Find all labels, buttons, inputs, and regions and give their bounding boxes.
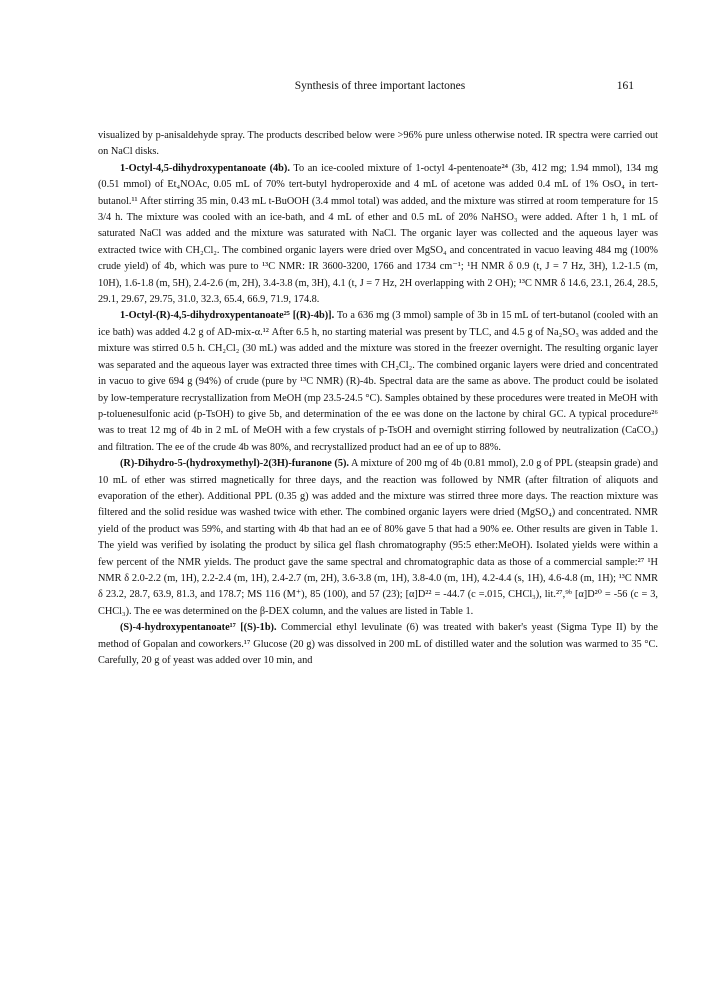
section-r-4b-heading: 1-Octyl-(R)-4,5-dihydroxypentanoate²⁵ [(R)-4b)]. bbox=[120, 310, 335, 322]
section-s-1b-heading: (S)-4-hydroxypentanoate¹⁷ [(S)-1b). bbox=[120, 622, 277, 634]
paragraph-4b bbox=[98, 161, 658, 309]
paragraph-intro bbox=[98, 128, 658, 161]
intro-text: visualized by p-anisaldehyde spray. The products described below were >96% pure unless otherwise noted. IR spectra were carried out on NaCl disks. bbox=[98, 130, 658, 158]
section-s-1b-text: Commercial ethyl levulinate (6) was treated with baker's yeast (Sigma Type II) by the method of Gopalan and coworkers.¹⁷ Glucose (20 g) was dissolved in 200 mL of distilled water and the solution was warmed to 35 °C. Carefully, 20 g of yeast was added over 10 min, and bbox=[98, 622, 658, 666]
running-title: Synthesis of three important lactones bbox=[294, 80, 466, 92]
paragraph-s-1b bbox=[98, 620, 658, 669]
paragraph-r-4b bbox=[98, 308, 658, 456]
section-5-heading: (R)-Dihydro-5-(hydroxymethyl)-2(3H)-furanone (5). bbox=[120, 458, 349, 470]
section-4b-text: To an ice-cooled mixture of 1-octyl 4-pentenoate²⁴ (3b, 412 mg; 1.94 mmol), 134 mg (0.51 mmol) of Et₄NOAc, 0.05 mL of 70% tert-butyl hydroperoxide and 4 mL of acetone was added 0.4 mL of 1% OsO₄ in tert-butanol.¹¹ After stirring 35 min, 0.43 mL t-BuOOH (3.4 mmol total) was added, and the mixture was stirred at room temperature for 15 3/4 h. The mixture was cooled with an ice-bath, and 4 mL of ether and 0.5 mL of 20% NaHSO₃ were added. After 1 h, 1 mL of saturated NaCl was added and the mixture was saturated with NaCl. The organic layer was collected and the aqueous layer was extracted twice with CH₂Cl₂. The combined organic layers were dried over MgSO₄ and concentrated in vacuo leaving 484 mg (100% crude yield) of 4b, which was pure to ¹³C NMR: IR 3600-3200, 1766 and 1734 cm⁻¹; ¹H NMR δ 0.9 (t, J = 7 Hz, 3H), 1.2-1.5 (m, 10H), 1.6-1.8 (m, 5H), 2.4-2.6 (m, 2H), 3.4-3.8 (m, 3H), 4.1 (t, J = 7 Hz, 2H overlapping with 2 OH); ¹³C NMR δ 14.6, 23.1, 26.4, 28.5, 29.1, 29.67, 29.75, 31.0, 32.3, 65.4, 66.9, 71.9, 174.8. bbox=[98, 162, 658, 306]
page-number: 161 bbox=[616, 80, 634, 92]
running-header bbox=[0, 80, 720, 100]
section-4b-heading: 1-Octyl-4,5-dihydroxypentanoate (4b). bbox=[120, 162, 290, 174]
section-5-text: A mixture of 200 mg of 4b (0.81 mmol), 2.0 g of PPL (steapsin grade) and 10 mL of ether was stirred magnetically for three days, and the reaction was followed by NMR (after filtration of aliquots and evaporation of the ether). Additional PPL (0.35 g) was added and the mixture was stirred three more days. The reaction mixture was filtered and the solid residue was washed twice with ether. The combined organic layers were dried (MgSO₄) and concentrated. NMR yield of the product was 59%, and starting with 4b that had an ee of 80% gave 5 that had a 90% ee. Other results are given in Table 1. The yield was verified by isolating the product by silica gel flash chromatography (95:5 ether:MeOH). Isolated yields were within a few percent of the NMR yields. The product gave the same spectral and chromatographic data as those of a commercial sample:²⁷ ¹H NMR δ 2.0-2.2 (m, 1H), 2.2-2.4 (m, 1H), 2.4-2.7 (m, 2H), 3.6-3.8 (m, 1H), 3.8-4.0 (m, 1H), 4.2-4.4 (s, 1H), 4.6-4.8 (m, 1H); ¹³C NMR δ 23.2, 28.7, 63.9, 81.3, and 178.7; MS 116 (M⁺), 85 (100), and 57 (23); [α]D²² = -44.7 (c =.015, CHCl₃), lit.²⁷,⁹ᵇ [α]D²⁰ = -56 (c = 3, CHCl₃). The ee was determined on the β-DEX column, and the values are listed in Table 1. bbox=[98, 458, 658, 617]
body-text bbox=[98, 128, 658, 669]
paragraph-5 bbox=[98, 456, 658, 620]
section-r-4b-text: To a 636 mg (3 mmol) sample of 3b in 15 mL of tert-butanol (cooled with an ice bath) was added 4.2 g of AD-mix-α.¹² After 6.5 h, no starting material was present by TLC, and 4.5 g of Na₂SO₃ was added and the mixture was stirred 0.5 h. CH₂Cl₂ (30 mL) was added and the mixture was stored in the freezer overnight. The resulting organic layer was separated and the aqueous layer was extracted three times with CH₂Cl₂. The combined organic layers were dried and concentrated in vacuo to give 694 g (94%) of crude (pure by ¹³C NMR) (R)-4b. Spectral data are the same as above. The product could be isolated by low-temperature recrystallization from MeOH (mp 23.5-24.5 °C). Samples obtained by these procedures were treated in MeOH with p-toluenesulfonic acid (p-TsOH) to give 5b, and determination of the ee was done on the lactone by chiral GC. A typical procedure²⁶ was to treat 12 mg of 4b in 2 mL of MeOH with a few crystals of p-TsOH and overnight stirring followed by neutralization (CaCO₃) and filtration. The ee of the crude 4b was 80%, and recrystallized product had an ee of up to 88%. bbox=[98, 310, 658, 453]
